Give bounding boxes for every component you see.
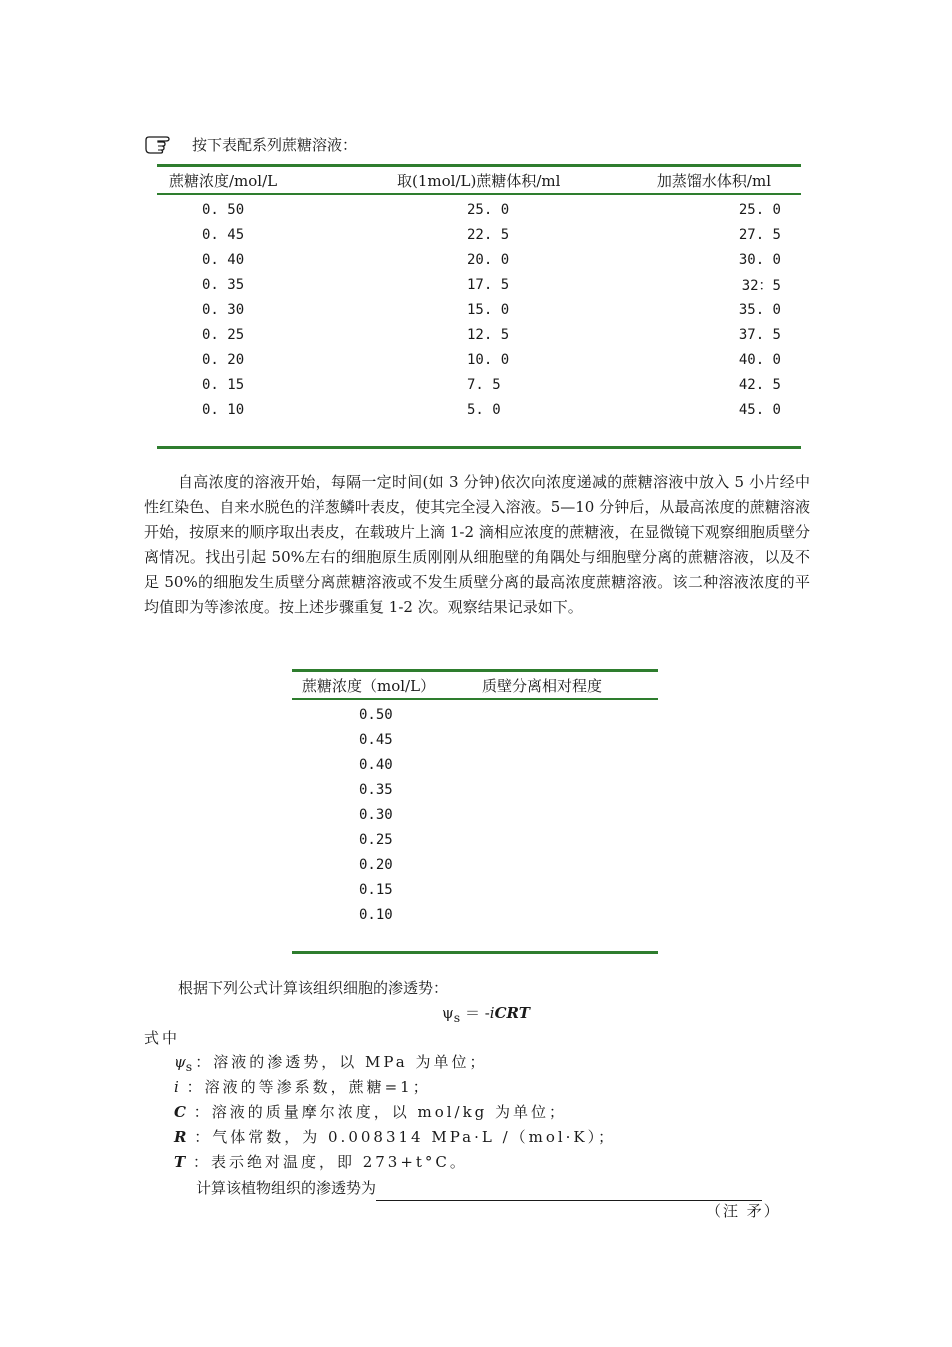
final-answer-line [196,1176,762,1201]
where-label: 式中 [144,1029,181,1047]
table-cell: 25. 0 [738,201,781,218]
table-row: 0.10 [359,906,393,923]
definition-subscript: s [185,1059,196,1074]
table-cell: 35. 0 [738,301,781,318]
procedure-text: 自高浓度的溶液开始，每隔一定时间(如 3 分钟)依次向浓度递减的蔗糖溶液中放入 5 小片经中性红染色、自来水脱色的洋葱鳞叶表皮，使其完全浸入溶液。5—10 分钟后，从最高浓度的蔗糖溶液开始，按原来的顺序取出表皮，在载玻片上滴 1-2 滴相应浓度的蔗糖液，在显微镜下观察细胞质壁分离情况。找出引起 50%左右的细胞原生质刚刚从细胞壁的角隅处与细胞壁分离的蔗糖溶液，以及不足 50%的细胞发生质壁分离蔗糖溶液或不发生质壁分离的最高浓度蔗糖溶液。该二种溶液浓度的平均值即为等渗浓度。按上述步骤重复 1-2 次。观察结果记录如下。 [144,473,810,616]
definition-text: ：溶液的等渗系数，蔗糖=1； [178,1078,431,1096]
table-bottom-rule [157,446,801,449]
definition-text: ：气体常数，为 0.008314 MPa·L /（mol·K）； [186,1128,617,1146]
intro-text: 按下表配系列蔗糖溶液： [192,135,358,154]
definition-text: ：表示绝对温度，即 273+t°C。 [185,1153,468,1171]
formula-i: i [489,1004,495,1022]
table-body [292,700,658,927]
table-cell: 0. 25 [202,326,245,343]
table-row [157,247,801,272]
table-header-row [292,672,658,698]
table-cell: 30. 0 [738,251,781,268]
definition-i [174,1075,616,1100]
intro-line [144,127,357,161]
sucrose-preparation-table [157,164,801,449]
table-row: 0.25 [359,831,393,848]
table-cell: 32：5 [741,277,781,294]
table-row: 0.35 [359,781,393,798]
observation-table [292,669,658,954]
table-cell: 0. 50 [202,201,245,218]
table-cell: 37. 5 [738,326,781,343]
table-cell: 27. 5 [738,226,781,243]
definition-text: ：溶液的渗透势，以 MPa 为单位； [195,1053,488,1071]
table-row: 0.50 [359,706,393,723]
final-prompt: 计算该植物组织的渗透势为 [196,1179,377,1197]
calculation-section [144,976,824,1197]
table-cell: 40. 0 [738,351,781,368]
table-row [157,197,801,222]
table-cell: 0. 40 [202,251,245,268]
table-cell: 0. 30 [202,301,245,318]
table-body [157,195,801,422]
definition-text: ：溶液的质量摩尔浓度，以 mol/kg 为单位； [185,1103,568,1121]
table-row: 0.30 [359,806,393,823]
table-cell: 0. 35 [202,276,245,293]
symbol-definitions [174,1050,616,1175]
table-cell: 7. 5 [467,376,501,393]
table-cell: 42. 5 [738,376,781,393]
formula-equals: ＝ - [460,1004,490,1022]
definition-symbol: T [174,1153,186,1171]
table-cell: 0. 45 [202,226,245,243]
definition-psi [174,1050,616,1075]
table-row [157,222,801,247]
table-row: 0.40 [359,756,393,773]
definition-symbol: R [174,1128,187,1146]
definition-c [174,1100,616,1125]
table-cell: 5. 0 [467,401,501,418]
table-cell: 0. 10 [202,401,245,418]
table-row [157,347,801,372]
table-row [157,397,801,422]
table-cell: 15. 0 [467,301,510,318]
header-sucrose-volume: 取(1mol/L)蔗糖体积/ml [397,171,561,190]
header-concentration: 蔗糖浓度/mol/L [169,171,278,190]
table-row [157,322,801,347]
table-cell: 17. 5 [467,276,510,293]
table-row [157,372,801,397]
table-row: 0.15 [359,881,393,898]
table-cell: 0. 15 [202,376,245,393]
table-row [157,272,801,297]
definition-r [174,1125,616,1150]
table-cell: 25. 0 [467,201,510,218]
table-cell: 22. 5 [467,226,510,243]
formula-crt: CRT [494,1004,530,1022]
formula-psi-subscript: s [453,1010,461,1025]
table-cell: 10. 0 [467,351,510,368]
header-water-volume: 加蒸馏水体积/ml [656,171,771,190]
formula-psi: ψ [442,1004,454,1022]
definition-symbol: C [174,1103,186,1121]
table-cell: 12. 5 [467,326,510,343]
definition-symbol: ψ [174,1053,186,1071]
table-row: 0.45 [359,731,393,748]
procedure-paragraph [144,470,810,620]
osmotic-potential-formula [442,1001,530,1025]
table-cell: 20. 0 [467,251,510,268]
table-bottom-rule [292,951,658,954]
table-row [157,297,801,322]
author-credit: （汪 矛） [706,1202,781,1220]
answer-blank[interactable] [376,1181,762,1201]
table-row: 0.20 [359,856,393,873]
pointing-hand-icon [144,134,174,154]
definition-symbol: i [174,1078,179,1096]
calculation-intro: 根据下列公式计算该组织细胞的渗透势： [178,979,449,997]
header-concentration: 蔗糖浓度（mol/L） [302,676,436,695]
definition-t [174,1150,616,1175]
table-header-row [157,167,801,193]
table-cell: 45. 0 [738,401,781,418]
table-cell: 0. 20 [202,351,245,368]
header-plasmolysis-degree: 质壁分离相对程度 [482,676,603,695]
